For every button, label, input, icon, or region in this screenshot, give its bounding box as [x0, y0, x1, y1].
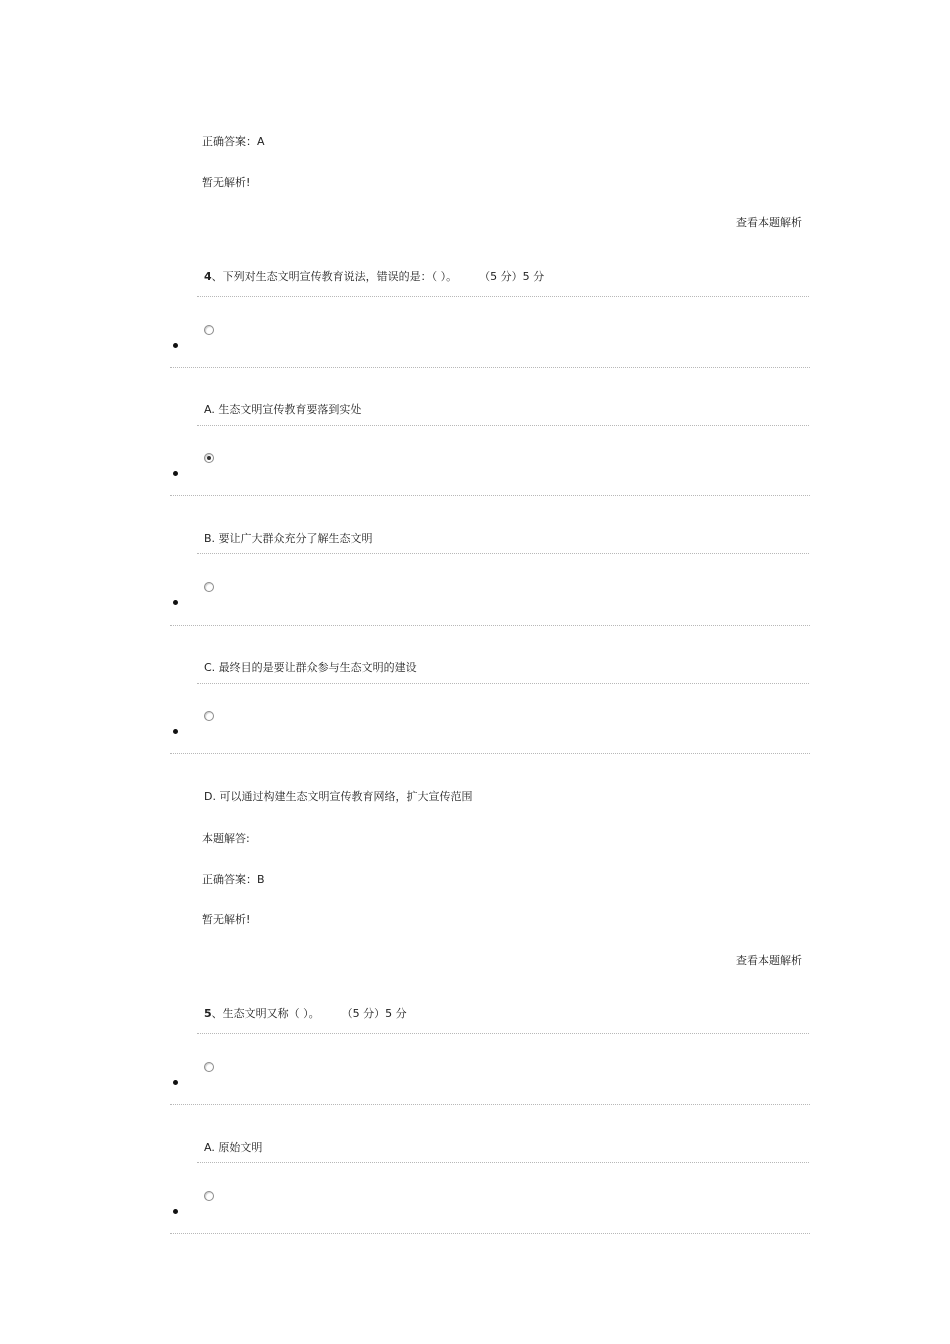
list-bullet	[173, 343, 178, 348]
option-b-radio[interactable]	[204, 453, 214, 463]
divider	[170, 1233, 810, 1234]
list-bullet	[173, 1080, 178, 1085]
question-stem: 、生态文明又称（ ）。	[211, 1007, 320, 1020]
option-d-radio[interactable]	[204, 711, 214, 721]
correct-answer-text: 正确答案：B	[202, 873, 265, 886]
divider	[170, 625, 810, 626]
divider	[197, 1162, 809, 1163]
question-number: 5	[204, 1007, 212, 1020]
option-a-label[interactable]: A. 生态文明宣传教育要落到实处	[204, 403, 362, 416]
divider	[197, 1033, 809, 1034]
divider	[170, 1104, 810, 1105]
divider	[197, 296, 809, 297]
list-bullet	[173, 471, 178, 476]
question-5-header	[204, 1007, 407, 1021]
option-c-label[interactable]: C. 最终目的是要让群众参与生态文明的建设	[204, 661, 417, 674]
analysis-text: 暂无解析!	[202, 913, 251, 926]
option-b-label[interactable]: B. 要让广大群众充分了解生态文明	[204, 532, 373, 545]
divider	[197, 553, 809, 554]
question-stem: 、下列对生态文明宣传教育说法，错误的是：（ ）。	[211, 270, 458, 283]
option-b-radio[interactable]	[204, 1191, 214, 1201]
option-a-radio[interactable]	[204, 1062, 214, 1072]
question-score: （5 分）5 分	[341, 1007, 407, 1020]
analysis-text: 暂无解析!	[202, 176, 251, 189]
option-a-label[interactable]: A. 原始文明	[204, 1141, 263, 1154]
option-d-label[interactable]: D. 可以通过构建生态文明宣传教育网络，扩大宣传范围	[204, 790, 473, 803]
list-bullet	[173, 1209, 178, 1214]
divider	[197, 683, 809, 684]
question-score: （5 分）5 分	[479, 270, 545, 283]
divider	[170, 495, 810, 496]
radio-selected-dot	[207, 456, 211, 460]
correct-answer-text: 正确答案：A	[202, 135, 265, 148]
answer-heading: 本题解答:	[202, 832, 250, 845]
list-bullet	[173, 600, 178, 605]
option-c-radio[interactable]	[204, 582, 214, 592]
divider	[197, 425, 809, 426]
list-bullet	[173, 729, 178, 734]
divider	[170, 367, 810, 368]
divider	[170, 753, 810, 754]
view-analysis-link[interactable]: 查看本题解析	[736, 216, 802, 229]
option-a-radio[interactable]	[204, 325, 214, 335]
view-analysis-link[interactable]: 查看本题解析	[736, 954, 802, 967]
question-4-header	[204, 270, 544, 284]
question-number: 4	[204, 270, 212, 283]
